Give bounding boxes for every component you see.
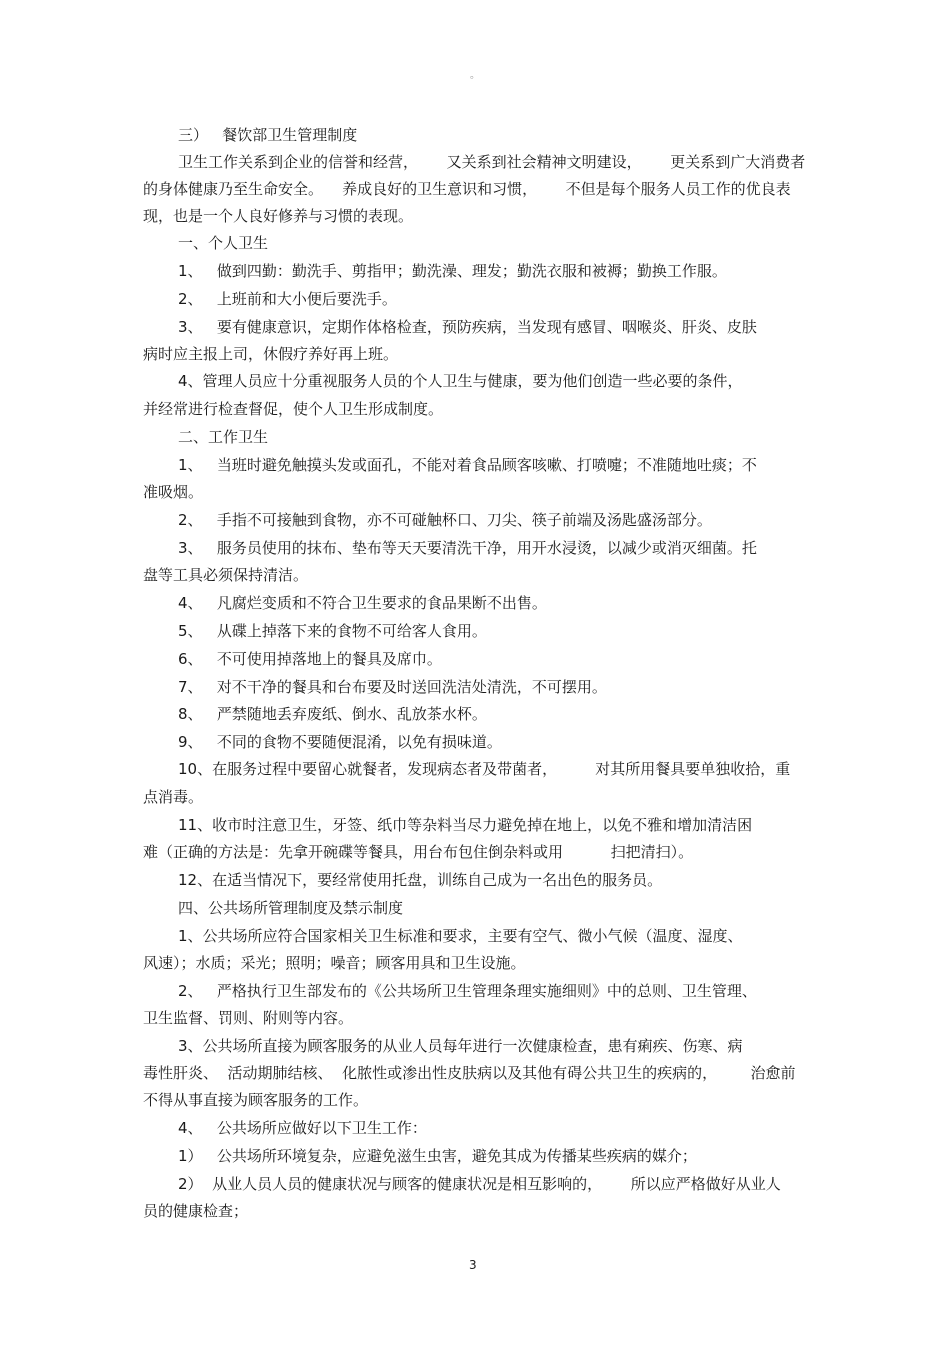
- list-item-continuation: 员的健康检查；: [143, 1202, 249, 1220]
- list-item: 10、在服务过程中要留心就餐者，发现病态者及带菌者， 对其所用餐具要单独收拾，重: [178, 760, 791, 778]
- list-item: 2） 从业人员人员的健康状况与顾客的健康状况是相互影响的， 所以应严格做好从业人: [178, 1175, 781, 1193]
- list-item: 2、 手指不可接触到食物，亦不可碰触杯口、刀尖、筷子前端及汤匙盛汤部分。: [178, 511, 712, 529]
- top-mark: 。: [470, 70, 480, 81]
- list-item-continuation: 盘等工具必须保持清洁。: [143, 566, 309, 584]
- list-item: 6、 不可使用掉落地上的餐具及席巾。: [178, 650, 442, 668]
- list-item: 4、管理人员应十分重视服务人员的个人卫生与健康，要为他们创造一些必要的条件，: [178, 372, 743, 390]
- list-item: 1、 做到四勤：勤洗手、剪指甲；勤洗澡、理发；勤洗衣服和被褥；勤换工作服。: [178, 262, 727, 280]
- list-item-continuation: 难（正确的方法是：先拿开碗碟等餐具，用台布包住倒杂料或用 扫把清扫）。: [143, 843, 694, 861]
- list-item-continuation: 并经常进行检查督促，使个人卫生形成制度。: [143, 400, 444, 418]
- list-item: 3、 要有健康意识，定期作体格检查，预防疾病，当发现有感冒、咽喉炎、肝炎、皮肤: [178, 318, 757, 336]
- list-item: 8、 严禁随地丢弃废纸、倒水、乱放茶水杯。: [178, 705, 487, 723]
- list-item-continuation: 病时应主报上司，休假疗养好再上班。: [143, 345, 399, 363]
- list-item-continuation: 毒性肝炎、 活动期肺结核、 化脓性或渗出性皮肤病以及其他有碍公共卫生的疾病的， 治愈前: [143, 1064, 796, 1082]
- list-item: 7、 对不干净的餐具和台布要及时送回洗洁处清洗，不可摆用。: [178, 678, 607, 696]
- subsection-heading: 二、工作卫生: [178, 428, 269, 446]
- subsection-heading: 一、个人卫生: [178, 234, 269, 252]
- list-item-continuation: 准吸烟。: [143, 483, 204, 501]
- list-item-continuation: 点消毒。: [143, 788, 204, 806]
- list-item: 3、 服务员使用的抹布、垫布等天天要清洗干净，用开水浸烫，以减少或消灭细菌。托: [178, 539, 757, 557]
- page-number: 3: [469, 1258, 477, 1272]
- list-item: 4、 凡腐烂变质和不符合卫生要求的食品果断不出售。: [178, 594, 547, 612]
- list-item: 12、在适当情况下，要经常使用托盘，训练自己成为一名出色的服务员。: [178, 871, 663, 889]
- paragraph-line: 现，也是一个人良好修养与习惯的表现。: [143, 207, 414, 225]
- list-item: 2、 上班前和大小便后要洗手。: [178, 290, 397, 308]
- list-item: 4、 公共场所应做好以下卫生工作：: [178, 1119, 427, 1137]
- subsection-heading: 四、公共场所管理制度及禁示制度: [178, 899, 404, 917]
- list-item: 2、 严格执行卫生部发布的《公共场所卫生管理条理实施细则》中的总则、卫生管理、: [178, 982, 757, 1000]
- list-item: 1、 当班时避免触摸头发或面孔，不能对着食品顾客咳嗽、打喷嚏；不准随地吐痰；不: [178, 456, 757, 474]
- list-item-continuation: 卫生监督、罚则、附则等内容。: [143, 1009, 354, 1027]
- paragraph-line: 的身体健康乃至生命安全。 养成良好的卫生意识和习惯， 不但是每个服务人员工作的优良表: [143, 180, 791, 198]
- list-item: 5、 从碟上掉落下来的食物不可给客人食用。: [178, 622, 487, 640]
- list-item: 11、收市时注意卫生，牙签、纸巾等杂料当尽力避免掉在地上，以免不雅和增加清洁困: [178, 816, 753, 834]
- list-item: 9、 不同的食物不要随便混淆，以免有损味道。: [178, 733, 502, 751]
- list-item: 1、公共场所应符合国家相关卫生标准和要求，主要有空气、微小气候（温度、湿度、: [178, 927, 743, 945]
- list-item-continuation: 不得从事直接为顾客服务的工作。: [143, 1091, 369, 1109]
- section-heading: 三） 餐饮部卫生管理制度: [178, 126, 358, 144]
- paragraph-line: 卫生工作关系到企业的信誉和经营， 又关系到社会精神文明建设， 更关系到广大消费者: [178, 153, 806, 171]
- list-item: 1） 公共场所环境复杂，应避免滋生虫害，避免其成为传播某些疾病的媒介；: [178, 1147, 697, 1165]
- list-item: 3、公共场所直接为顾客服务的从业人员每年进行一次健康检查，患有痢疾、伤寒、病: [178, 1037, 743, 1055]
- list-item-continuation: 风速）；水质；采光；照明；噪音；顾客用具和卫生设施。: [143, 954, 526, 972]
